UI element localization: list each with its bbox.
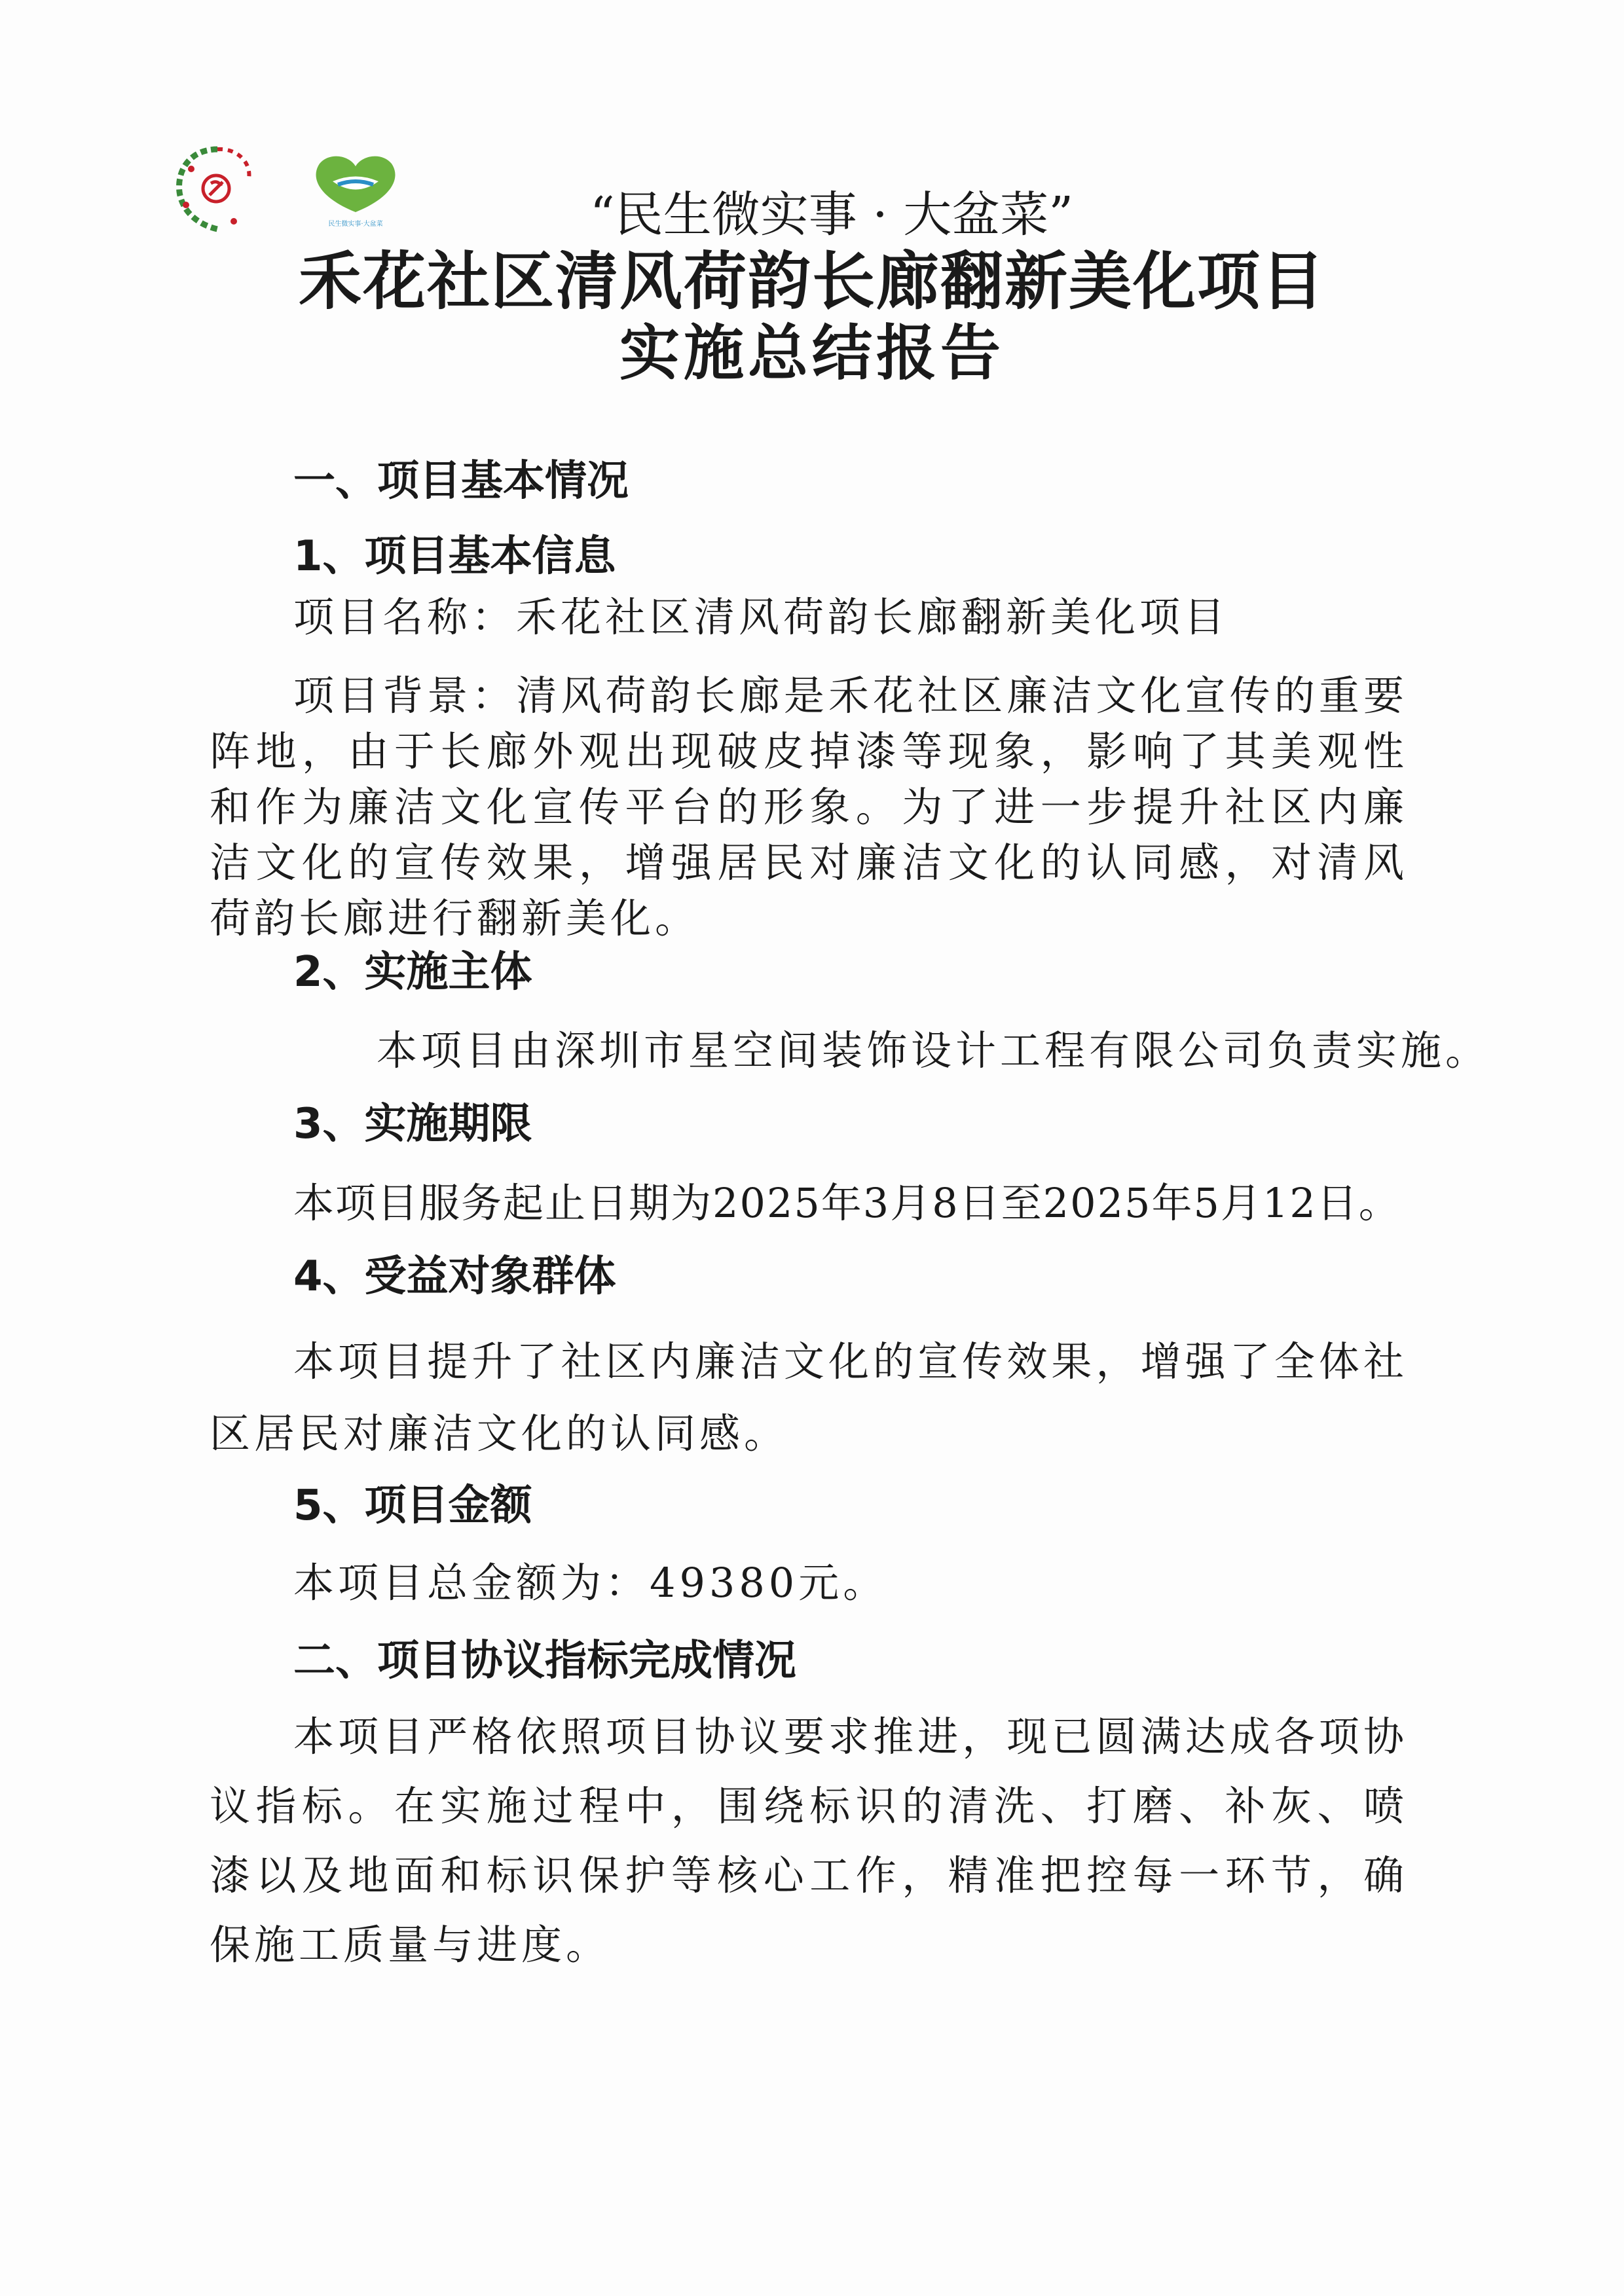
document-title-line2: 实施总结报告: [619, 318, 1005, 388]
sub1-heading: 1、项目基本信息: [293, 532, 616, 581]
section2-paragraph: 本项目严格依照项目协议要求推进，现已圆满达成各项协议指标。在实施过程中，围绕标识的清洗、打磨、补灰、喷漆以及地面和标识保护等核心工作，精准把控每一环节，确保施工质量与进度。: [210, 1713, 1408, 1969]
beneficiaries-paragraph: 本项目提升了社区内廉洁文化的宣传效果，增强了全体社区居民对廉洁文化的认同感。: [210, 1338, 1408, 1457]
section1-heading: 一、项目基本情况: [293, 457, 629, 505]
sub2-heading: 2、实施主体: [293, 948, 532, 996]
project-background-paragraph: 项目背景：清风荷韵长廊是禾花社区廉洁文化宣传的重要阵地，由于长廊外观出现破皮掉漆等现象，影响了其美观性和作为廉洁文化宣传平台的形象。为了进一步提升社区内廉洁文化的宣传效果，增强居民对廉洁文化的认同感，对清风荷韵长廊进行翻新美化。: [210, 672, 1408, 942]
logo-caption: 民生微实事·大盆菜: [328, 221, 383, 228]
section2-heading: 二、项目协议指标完成情况: [293, 1637, 796, 1685]
document-title-line1: 禾花社区清风荷韵长廊翻新美化项目: [299, 245, 1325, 318]
implementer-paragraph: 本项目由深圳市星空间装饰设计工程有限公司负责实施。: [377, 1027, 1490, 1074]
sub4-heading: 4、受益对象群体: [293, 1252, 616, 1301]
project-name-line: 项目名称：禾花社区清风荷韵长廊翻新美化项目: [293, 593, 1229, 641]
sub5-heading: 5、项目金额: [293, 1482, 532, 1530]
document-subtitle: “民生微实事 · 大盆菜”: [589, 187, 1074, 243]
period-paragraph: 本项目服务起止日期为2025年3月8日至2025年5月12日。: [293, 1179, 1401, 1227]
amount-paragraph: 本项目总金额为：49380元。: [293, 1559, 888, 1607]
sub3-heading: 3、实施期限: [293, 1100, 532, 1148]
